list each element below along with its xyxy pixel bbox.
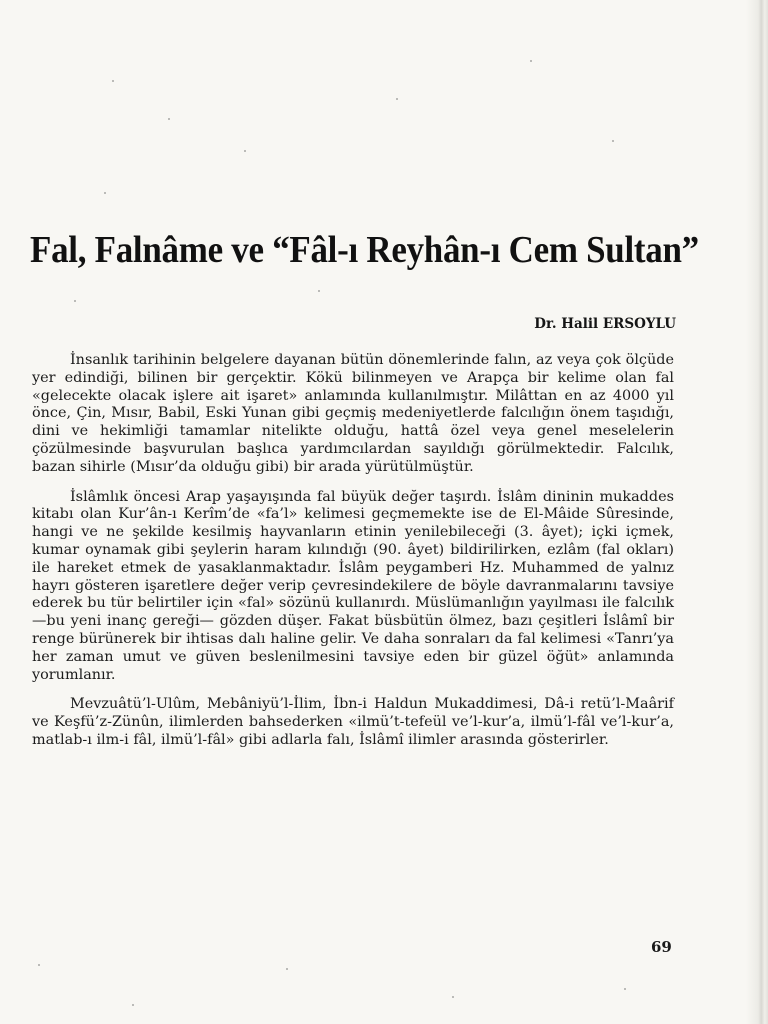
scan-speck	[286, 968, 288, 970]
scan-speck	[624, 988, 626, 990]
page-binding-edge	[746, 0, 768, 1024]
scan-speck	[38, 964, 40, 966]
scan-speck	[112, 80, 114, 82]
page-number: 69	[651, 938, 672, 956]
scan-speck	[104, 192, 106, 194]
scan-speck	[168, 118, 170, 120]
body-paragraph: İnsanlık tarihinin belgelere dayanan bütün dönemlerinde falın, az veya çok ölçüde yer edindiği, bilinen bir gerçektir. Kökü bilinmeyen ve Arapça bir kelime olan fal «gelecekte olacak işlere ait işaret» anlamında kullanılmıştır. Milâttan en az 4000 yıl önce, Çin, Mısır, Babil, Eski Yunan gibi geçmiş medeniyetlerde falcılığın önem taşıdığı, dini ve hekimliği tamamlar nitelikte olduğu, hattâ özel veya genel meselelerin çözülmesinde başvurulan başlıca yardımcılardan sayıldığı görülmektedir. Falcılık, bazan sihirle (Mısır’da olduğu gibi) bir arada yürütülmüştür.	[32, 352, 674, 475]
body-paragraph: Mevzuâtü’l-Ulûm, Mebâniyü’l-İlim, İbn-i Haldun Mukaddimesi, Dâ-i retü’l-Maârif ve Keşfü’z-Zünûn, ilimlerden bahsederken «ilmü’t-tefeül ve’l-kur’a, ilmü’l-fâl ve’l-kur’a, matlab-ı ilm-i fâl, ilmü’l-fâl» gibi adlarla falı, İslâmî ilimler arasında gösterirler.	[32, 696, 674, 748]
article-author: Dr. Halil ERSOYLU	[534, 316, 676, 332]
scan-speck	[244, 150, 246, 152]
article-title: Fal, Falnâme ve “Fâl-ı Reyhân-ı Cem Sultan”	[30, 229, 699, 271]
scan-speck	[530, 60, 532, 62]
scan-speck	[74, 300, 76, 302]
scan-speck	[612, 140, 614, 142]
scan-speck	[452, 996, 454, 998]
article-body	[32, 352, 674, 750]
body-paragraph: İslâmlık öncesi Arap yaşayışında fal büyük değer taşırdı. İslâm dininin mukaddes kitabı olan Kur’ân-ı Kerîm’de «fa’l» kelimesi geçmemekte ise de El-Mâide Sûresinde, hangi ve ne şekilde kesilmiş hayvanların etinin yenilebileceği (3. âyet); içki içmek, kumar oynamak gibi şeylerin haram kılındığı (90. âyet) bildirilirken, ezlâm (fal okları) ile hareket etmek de yasaklanmaktadır. İslâm peygamberi Hz. Muhammed de yalnız hayrı gösteren işaretlere değer verip çevresindekilere de böyle davranmalarını tavsiye ederek bu tür belirtiler için «fal» sözünü kullanırdı. Müslümanlığın yayılması ile falcılık —bu yeni inanç gereği— gözden düşer. Fakat büsbütün ölmez, bazı çeşitleri İslâmî bir renge bürünerek bir ihtisas dalı haline gelir. Ve daha sonraları da fal kelimesi «Tanrı’ya her zaman umut ve güven beslenilmesini tavsiye eden bir güzel öğüt» anlamında yorumlanır.	[32, 488, 674, 683]
scan-speck	[132, 1004, 134, 1006]
scan-speck	[396, 98, 398, 100]
scan-speck	[318, 290, 320, 292]
